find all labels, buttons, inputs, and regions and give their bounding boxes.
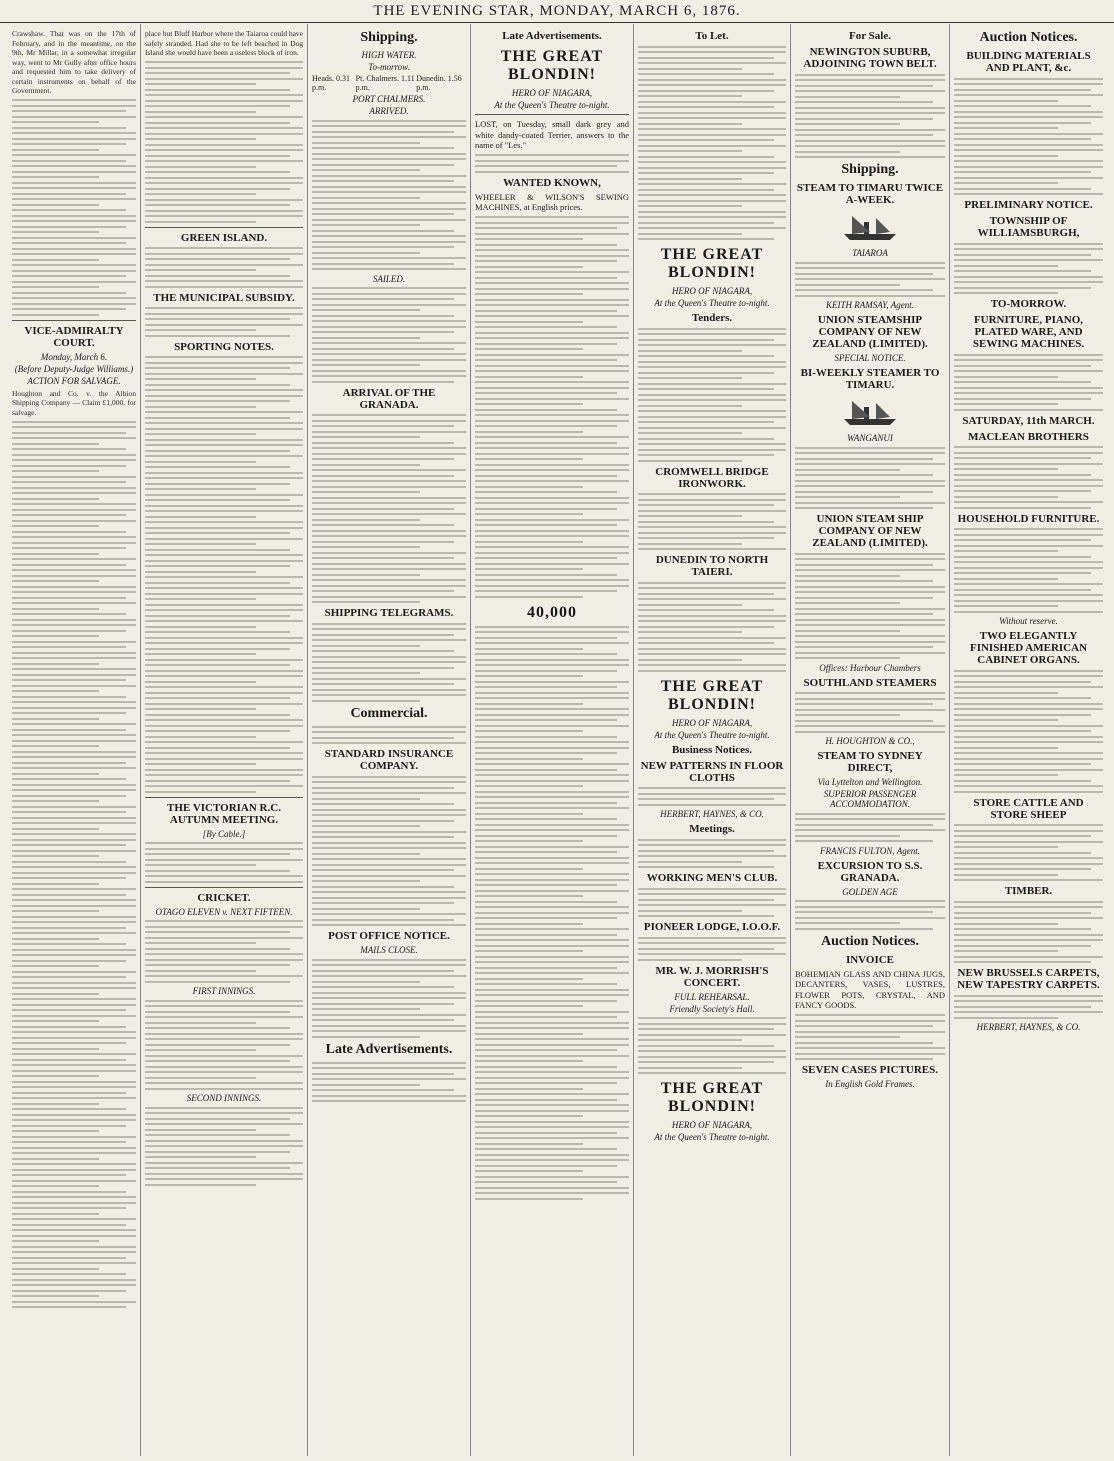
column-6 — [790, 24, 949, 1456]
masthead — [0, 0, 1114, 23]
text-block — [638, 888, 786, 918]
text-block — [475, 216, 629, 598]
court-case: Houghton and Co. v. the Albion Shipping Company — Claim £1,000, for salvage. — [12, 388, 136, 417]
newington-heading: NEWINGTON SUBURB, ADJOINING TOWN BELT. — [803, 46, 937, 70]
subheading: SAILED. — [372, 273, 406, 284]
court-judge: (Before Deputy-Judge Williams.) — [14, 363, 134, 374]
court-action: ACTION FOR SALVAGE. — [27, 375, 121, 386]
furniture-heading: FURNITURE, PIANO, PLATED WARE, AND SEWING MACHINES. — [972, 314, 1085, 350]
text-block — [638, 328, 786, 462]
masthead-title: THE EVENING STAR, MONDAY, MARCH 6, 1876. — [373, 3, 741, 19]
section-heading: Late Advertisements. — [502, 30, 602, 42]
subheading: FIRST INNINGS. — [192, 986, 256, 996]
invoice-heading: INVOICE — [845, 953, 895, 966]
text-block — [312, 959, 466, 1038]
text-block — [312, 287, 466, 383]
agent-name: FRANCIS FULTON, Agent. — [820, 845, 920, 856]
steamer-icon — [795, 395, 945, 429]
section-heading: THE VICTORIAN R.C. AUTUMN MEETING. — [167, 801, 281, 826]
section-heading: Meetings. — [689, 823, 735, 835]
text-block — [795, 813, 945, 843]
tomorrow-heading: TO-MORROW. — [990, 298, 1067, 310]
text-block — [954, 670, 1103, 793]
subheading: OTAGO ELEVEN v. NEXT FIFTEEN. — [155, 906, 293, 917]
column-2 — [140, 24, 307, 1456]
blondin-venue: At the Queen's Theatre to-night. — [654, 298, 770, 308]
text-block — [795, 900, 945, 930]
text-block — [312, 1062, 466, 1103]
text-block — [312, 414, 466, 603]
saturday-heading: SATURDAY, 11th MARCH. — [962, 414, 1095, 427]
blondin-subheading: HERO OF NIAGARA, — [511, 88, 593, 98]
text-block — [312, 623, 466, 702]
ship-name: WANGANUI — [847, 433, 893, 443]
advertiser-name: HERBERT, HAYNES, & CO. — [976, 1022, 1081, 1032]
tide-heads: Heads. 0.31 p.m. — [312, 74, 350, 92]
court-date: Monday, March 6. — [40, 351, 108, 362]
text-block — [954, 243, 1103, 295]
text-block — [954, 446, 1103, 509]
timber-heading: TIMBER. — [1004, 885, 1053, 897]
building-heading: BUILDING MATERIALS AND PLANT, &c. — [966, 50, 1091, 74]
section-heading: PIONEER LODGE, I.O.O.F. — [643, 921, 781, 933]
subheading: Friendly Society's Hall. — [669, 1003, 755, 1014]
organs-heading: TWO ELEGANTLY FINISHED AMERICAN CABINET ORGANS. — [969, 630, 1088, 666]
section-heading: To Let. — [695, 30, 729, 42]
text-block — [795, 74, 945, 159]
text-block — [954, 78, 1103, 196]
timaru-heading: STEAM TO TIMARU TWICE A-WEEK. — [796, 182, 944, 206]
text-block — [638, 937, 786, 961]
text-block — [475, 154, 629, 173]
household-heading: HOUSEHOLD FURNITURE. — [957, 512, 1100, 525]
text-block — [954, 354, 1103, 411]
text-block — [795, 692, 945, 733]
section-heading: Commercial. — [350, 705, 428, 721]
subheading: SUPERIOR PASSENGER ACCOMMODATION. — [823, 789, 917, 809]
text-block — [638, 493, 786, 550]
column-3 — [307, 24, 470, 1456]
section-heading: MR. W. J. MORRISH'S CONCERT. — [655, 964, 769, 989]
section-heading: CRICKET. — [197, 891, 251, 904]
blondin-venue: At the Queen's Theatre to-night. — [654, 729, 770, 740]
subheading: To-morrow. — [368, 62, 410, 72]
text-block — [954, 824, 1103, 881]
subheading: SECOND INNINGS. — [186, 1093, 262, 1103]
blondin-headline: THE GREAT BLONDIN! — [660, 677, 764, 713]
divider — [145, 887, 303, 888]
ship-name: TAIAROA — [852, 248, 888, 258]
text-block — [12, 99, 136, 316]
section-heading: CROMWELL BRIDGE IRONWORK. — [655, 465, 769, 490]
offices-line: Offices: Harbour Chambers — [819, 662, 921, 673]
subheading: ARRIVED. — [369, 106, 409, 116]
text-block — [312, 776, 466, 927]
text-block — [795, 1014, 945, 1060]
text-block — [145, 356, 303, 793]
section-heading: GREEN ISLAND. — [180, 231, 268, 244]
sewing-machines-notice: WHEELER & WILSON'S SEWING MACHINES, at English prices. — [475, 191, 629, 212]
section-heading: Tenders. — [691, 312, 733, 324]
column-4 — [470, 24, 633, 1456]
subheading: SPECIAL NOTICE. — [834, 353, 906, 363]
subheading: PORT CHALMERS. — [352, 94, 426, 104]
preliminary-heading: PRELIMINARY NOTICE. — [964, 199, 1093, 211]
blondin-subheading: HERO OF NIAGARA, — [671, 1120, 753, 1130]
text-block — [638, 582, 786, 672]
cattle-heading: STORE CATTLE AND STORE SHEEP — [973, 796, 1084, 821]
text-block — [795, 262, 945, 297]
biweekly-heading: BI-WEEKLY STEAMER TO TIMARU. — [800, 367, 940, 391]
column-7 — [949, 24, 1107, 1456]
blondin-venue: At the Queen's Theatre to-night. — [654, 1132, 770, 1142]
lost-notice: LOST, on Tuesday, small dark grey and white dandy-coated Terrier, answers to the name of "Les." — [475, 119, 629, 150]
subheading: [By Cable.] — [202, 828, 246, 839]
blondin-headline: THE GREAT BLONDIN! — [660, 246, 764, 281]
section-heading: DUNEDIN TO NORTH TAIERI. — [655, 554, 769, 578]
divider — [145, 227, 303, 228]
divider — [12, 320, 136, 321]
text-block — [145, 247, 303, 288]
text-block — [954, 901, 1103, 964]
section-heading: VICE-ADMIRALTY COURT. — [24, 324, 124, 349]
score-block — [145, 1107, 303, 1186]
text-block — [312, 120, 466, 271]
tide-table — [312, 74, 466, 92]
subheading: MAILS CLOSE. — [360, 945, 418, 955]
blondin-venue: At the Queen's Theatre to-night. — [494, 100, 610, 110]
column-1-intro: Crawshaw. That was on the 17th of February, and in the meantime, on the 9th, Mr Millar, in a somewhat irregular way, went to Mr Gully after office hours and requested him to take delivery of certain instruments on behalf of the Government. — [12, 29, 136, 95]
section-heading: STANDARD INSURANCE COMPANY. — [324, 748, 454, 772]
section-heading: Business Notices. — [671, 743, 753, 756]
text-block — [12, 421, 136, 1309]
section-heading: POST OFFICE NOTICE. — [328, 930, 450, 942]
score-block — [145, 1000, 303, 1090]
text-block — [795, 553, 945, 660]
steamer-icon — [795, 210, 945, 244]
advertiser-name: HERBERT, HAYNES, & CO. — [660, 809, 764, 819]
southland-heading: SOUTHLAND STEAMERS — [803, 676, 937, 689]
maclean-heading: MACLEAN BROTHERS — [968, 430, 1089, 443]
section-heading: THE MUNICIPAL SUBSIDY. — [153, 291, 295, 304]
text-block — [145, 842, 303, 883]
section-heading: Auction Notices. — [821, 933, 919, 949]
text-block — [638, 787, 786, 806]
union-heading: UNION STEAM SHIP COMPANY OF NEW ZEALAND (LIMITED). — [812, 513, 928, 549]
column-5 — [633, 24, 790, 1456]
divider — [475, 114, 629, 115]
sydney-heading: STEAM TO SYDNEY DIRECT, — [817, 750, 923, 774]
ship-name: GOLDEN AGE — [842, 886, 898, 897]
section-heading: WORKING MEN'S CLUB. — [646, 872, 778, 884]
divider — [145, 797, 303, 798]
agent-name: H. HOUGHTON & CO., — [825, 736, 915, 746]
text-block — [145, 61, 303, 223]
williamsburgh-heading: TOWNSHIP OF WILLIAMSBURGH, — [977, 215, 1080, 239]
section-heading: Shipping. — [360, 30, 418, 45]
blondin-headline: THE GREAT BLONDIN! — [500, 48, 604, 83]
bohemian-notice: BOHEMIAN GLASS AND CHINA JUGS, DECANTERS, VASES, LUSTRES, FLOWER POTS, CRYSTAL, AND FANCY GOODS. — [795, 968, 945, 1010]
tide-chalmers: Pt. Chalmers. 1.11 p.m. — [355, 74, 415, 92]
carpets-heading: NEW BRUSSELS CARPETS, NEW TAPESTRY CARPETS. — [957, 967, 1100, 991]
text-block — [954, 995, 1103, 1019]
floor-cloths-heading: NEW PATTERNS IN FLOOR CLOTHS — [640, 759, 784, 784]
subheading: Without reserve. — [999, 616, 1058, 626]
section-heading: For Sale. — [849, 30, 891, 42]
subheading: HIGH WATER. — [361, 50, 417, 60]
section-heading: Shipping. — [841, 162, 899, 177]
text-block — [145, 307, 303, 337]
subheading: In English Gold Frames. — [825, 1079, 915, 1089]
section-heading: SPORTING NOTES. — [174, 340, 274, 353]
blondin-headline: THE GREAT BLONDIN! — [660, 1080, 764, 1115]
text-block — [312, 726, 466, 745]
text-block — [954, 528, 1103, 613]
blondin-subheading: HERO OF NIAGARA, — [671, 286, 753, 296]
column-2-intro: place but Bluff Harbor where the Taiaroa could have safely stranded. Had she to be left beached in Dog Island she would have been a useless block of iron. — [145, 29, 303, 57]
text-block — [638, 1017, 786, 1074]
excursion-heading: EXCURSION TO S.S. GRANADA. — [817, 859, 923, 884]
section-heading: Auction Notices. — [979, 30, 1078, 45]
section-heading: WANTED KNOWN, — [503, 176, 601, 189]
pictures-heading: SEVEN CASES PICTURES. — [801, 1064, 938, 1076]
subheading: FULL REHEARSAL. — [674, 991, 750, 1002]
tide-dunedin: Dunedin. 1.56 p.m. — [416, 74, 462, 92]
union-heading: UNION STEAMSHIP COMPANY OF NEW ZEALAND (LIMITED). — [812, 314, 928, 350]
section-heading: Late Advertisements. — [325, 1041, 453, 1057]
blondin-subheading: HERO OF NIAGARA, — [671, 717, 753, 728]
advert-figure: 40,000 — [527, 603, 577, 621]
text-block — [795, 447, 945, 510]
text-block — [475, 626, 629, 1200]
text-block — [638, 46, 786, 241]
agent-name: KEITH RAMSAY, Agent. — [825, 300, 914, 310]
text-block — [638, 839, 786, 869]
section-heading: ARRIVAL OF THE GRANADA. — [342, 386, 436, 411]
column-1 — [8, 24, 140, 1456]
text-block — [145, 920, 303, 983]
subheading: Via Lyttelton and Wellington. — [817, 777, 923, 787]
section-heading: SHIPPING TELEGRAMS. — [324, 607, 454, 619]
